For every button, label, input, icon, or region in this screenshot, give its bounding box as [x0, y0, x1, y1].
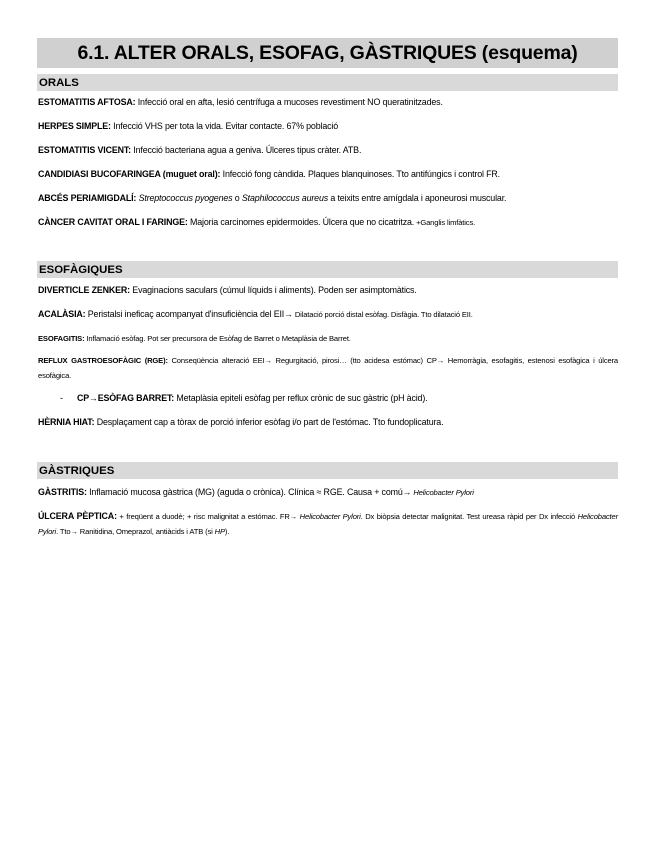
- term: HÈRNIA HIAT:: [38, 417, 95, 427]
- term: ACALÀSIA:: [38, 309, 86, 319]
- species-name: Helicobacter Pylori: [411, 488, 474, 497]
- paragraph: [38, 509, 618, 539]
- section-heading-esofagiques: [37, 261, 618, 278]
- paragraph: [77, 391, 617, 405]
- term: ESTOMATITIS VICENT:: [38, 145, 131, 155]
- term: GÀSTRITIS:: [38, 487, 87, 497]
- definition: Metaplàsia epiteli esòfag per reflux crònic de suc gàstric (pH àcid).: [174, 393, 428, 403]
- term: DIVERTICLE ZENKER:: [38, 285, 130, 295]
- term: HERPES SIMPLE:: [38, 121, 111, 131]
- paragraph: [38, 415, 618, 429]
- definition: Majoria carcinomes epidermoides. Úlcera que no cicatritza.: [187, 217, 415, 227]
- paragraph: [38, 143, 618, 157]
- section-heading-label: ORALS: [39, 76, 79, 89]
- definition: Desplaçament cap a tòrax de porció inferior esòfag i/o part de l'estómac. Tto fundoplicatura.: [94, 417, 444, 427]
- term: CANDIDIASI BUCOFARINGEA (muguet oral):: [38, 169, 221, 179]
- definition-small: ).: [224, 527, 230, 536]
- definition-small: Conseqüència alteració EEI→ Regurgitació, pirosi… (tto acidesa estómac) CP→ Hemorràgia, esofagitis, estenosi esofàgica i úlcera esofàgica.: [38, 356, 618, 380]
- definition: o: [232, 193, 242, 203]
- paragraph: [38, 485, 618, 500]
- species-name: Streptococcus pyogenes: [138, 193, 233, 203]
- page-title: 6.1. ALTER ORALS, ESOFAG, GÀSTRIQUES (esquema): [77, 41, 578, 64]
- definition-small: +Ganglis limfàtics.: [414, 218, 476, 227]
- term: REFLUX GASTROESOFÀGIC (RGE):: [38, 356, 168, 365]
- term: CP→ESÒFAG BARRET:: [77, 393, 175, 403]
- definition: Evaginacions saculars (cúmul líquids i aliments). Poden ser asimptomàtics.: [129, 285, 417, 295]
- definition-small: . Tto→ Ranitidina, Omeprazol, antiàcids i ATB (si: [56, 527, 215, 536]
- title-bar: [37, 38, 618, 68]
- species-name: Helicobacter Pylori.: [299, 512, 363, 521]
- definition: Peristalsi ineficaç acompanyat d'insuficiència del EII→: [85, 309, 293, 319]
- paragraph: [38, 353, 618, 383]
- term: ABCÉS PERIAMIGDALÍ:: [38, 193, 137, 203]
- paragraph: [38, 191, 618, 205]
- term: CÀNCER CAVITAT ORAL I FARINGE:: [38, 217, 188, 227]
- definition: Infecció VHS per tota la vida. Evitar contacte. 67% població: [110, 121, 339, 131]
- definition-small: Dilatació porció distal esòfag. Disfàgia. Tto dilatació EII.: [292, 310, 473, 319]
- definition: Infecció bacteriana agua a geniva. Úlceres tipus cràter. ATB.: [130, 145, 362, 155]
- term: ÚLCERA PÈPTICA:: [38, 511, 117, 521]
- paragraph: [38, 167, 618, 181]
- term: ESOFAGITIS:: [38, 334, 85, 343]
- section-heading-orals: [37, 74, 618, 91]
- definition-small: Dx biòpsia detectar malignitat. Test ureasa ràpid per Dx infecció: [362, 512, 578, 521]
- paragraph: [38, 331, 618, 346]
- section-heading-label: GÀSTRIQUES: [39, 464, 115, 477]
- definition: Infecció fong càndida. Plaques blanquinoses. Tto antifúngics i control FR.: [220, 169, 500, 179]
- paragraph: [38, 95, 618, 109]
- species-name: Helicobacter Pylori: [38, 512, 618, 536]
- definition-small: Inflamació esòfag. Pot ser precursora de Esòfag de Barret o Metaplàsia de Barret.: [84, 334, 351, 343]
- species-name: HP: [214, 527, 225, 536]
- paragraph: [38, 307, 618, 322]
- definition: Infecció oral en afta, lesió centrífuga a mucoses revestiment NO queratinitzades.: [135, 97, 443, 107]
- species-name: Staphilococcus aureus: [241, 193, 329, 203]
- paragraph: [38, 283, 618, 297]
- definition-small: + freqüent a duodè; + risc malignitat a estómac. FR→: [116, 512, 300, 521]
- paragraph: [38, 215, 618, 230]
- definition: a teixits entre amígdala i aponeurosi muscular.: [328, 193, 507, 203]
- paragraph: [38, 119, 618, 133]
- list-bullet: -: [60, 393, 63, 403]
- section-heading-label: ESOFÀGIQUES: [39, 263, 123, 276]
- definition: Inflamació mucosa gàstrica (MG) (aguda o crònica). Clínica ≈ RGE. Causa + comú→: [86, 487, 412, 497]
- term: ESTOMATITIS AFTOSA:: [38, 97, 136, 107]
- section-heading-gastriques: [37, 462, 618, 479]
